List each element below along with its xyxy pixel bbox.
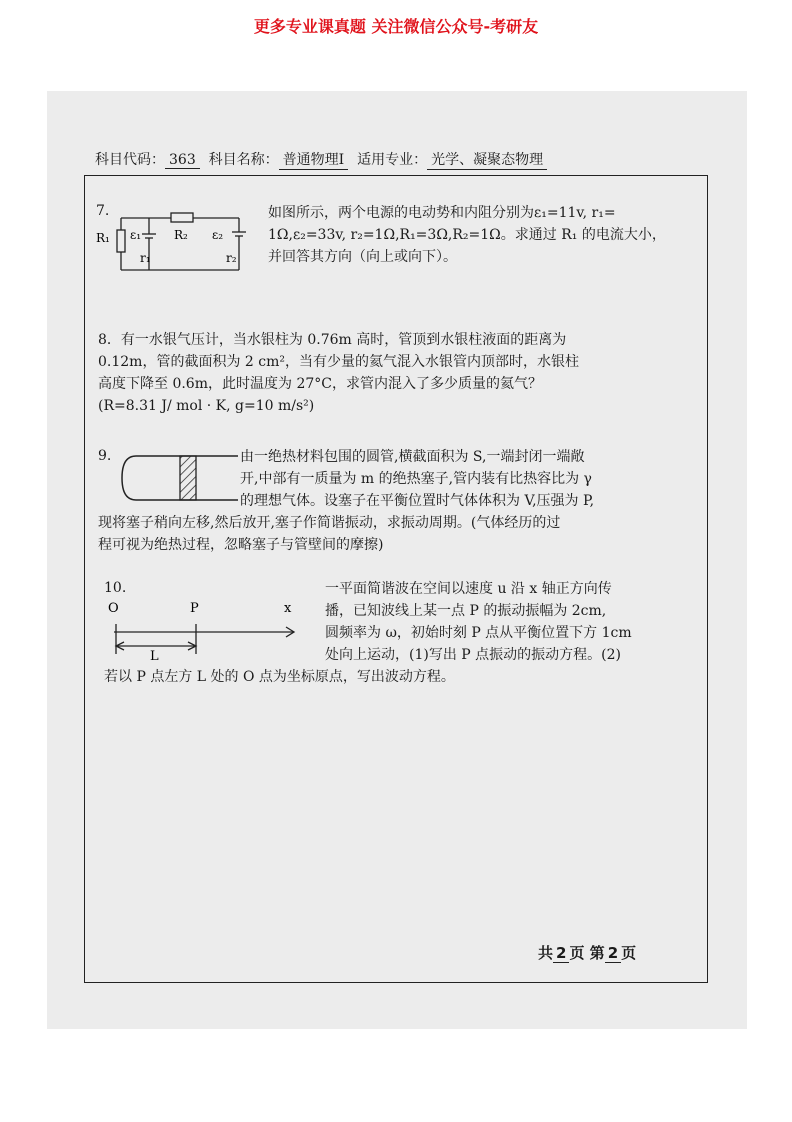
q7-text [268,202,666,268]
label-e1: ε₁ [130,228,142,242]
q9-line: 程可视为绝热过程，忽略塞子与管壁间的摩擦) [98,537,384,553]
label-R1: R₁ [96,231,110,245]
footer-mid: 页 第 [569,944,605,962]
major-label: 适用专业： [357,152,428,168]
label-e2: ε₂ [212,228,224,242]
q8-text [98,329,579,417]
q9-line: 由一绝热材料包围的圆管,横截面积为 S,一端封闭一端敞 [240,449,585,465]
footer-suffix: 页 [621,944,637,962]
q8-line: 高度下降至 0.6m，此时温度为 27°C，求管内混入了多少质量的氦气？ [98,376,542,392]
q10-line: 一平面简谐波在空间以速度 u 沿 x 轴正方向传 [325,581,612,597]
footer-page: 2 [605,944,621,963]
label-r2: r₂ [226,251,237,265]
exam-header [95,149,547,170]
label-O: O [108,601,119,616]
q9-number: 9. [98,448,112,464]
label-L: L [150,649,159,662]
q8-line: (R=8.31 J/ mol · K, g=10 m/s²) [98,398,315,414]
label-P: P [190,601,199,616]
plug [180,456,196,500]
page-footer [538,942,636,963]
q7-line: 如图所示，两个电源的电动势和内阻分别为ε₁=11v, r₁= [268,205,616,221]
q7-line: 1Ω,ε₂=33v, r₂=1Ω,R₁=3Ω,R₂=1Ω。求通过 R₁ 的电流大小， [268,227,666,243]
q8-line: 0.12m，管的截面积为 2 cm²，当有少量的氦气混入水银管内顶部时，水银柱 [98,354,579,370]
banner-text: 更多专业课真题 关注微信公众号-考研友 [253,17,539,36]
major-value: 光学、凝聚态物理 [427,149,547,170]
q10-line: 处向上运动，(1)写出 P 点振动的振动方程。(2) [325,647,621,663]
q9-text-bottom [98,512,560,556]
footer-total: 2 [553,944,569,963]
q10-number: 10. [104,580,127,596]
q9-tube-diagram [118,452,240,504]
name-value: 普通物理Ⅰ [279,149,349,170]
label-r1: r₁ [140,251,151,265]
q7-line: 并回答其方向（向上或向下）。 [268,249,457,265]
q10-text-right [325,578,632,666]
label-x: x [284,601,292,616]
q10-text-bottom [104,666,455,688]
q9-line: 开,中部有一质量为 m 的绝热塞子,管内装有比热容比为 γ [240,471,592,487]
q7-circuit-diagram [96,212,246,274]
q10-wave-diagram [104,596,304,662]
code-value: 363 [165,152,200,169]
q8-line: 8．有一水银气压计，当水银柱为 0.76m 高时，管顶到水银柱液面的距离为 [98,332,567,348]
q10-line: 若以 P 点左方 L 处的 O 点为坐标原点，写出波动方程。 [104,669,455,685]
q10-line: 圆频率为 ω，初始时刻 P 点从平衡位置下方 1cm [325,625,632,641]
q10-line: 播，已知波线上某一点 P 的振动振幅为 2cm, [325,603,607,619]
q9-line: 的理想气体。设塞子在平衡位置时气体体积为 V,压强为 P, [240,493,595,509]
footer-prefix: 共 [538,944,554,962]
code-label: 科目代码： [95,152,165,168]
q9-line: 现将塞子稍向左移,然后放开,塞子作简谐振动，求振动周期。(气体经历的过 [98,515,561,531]
q7-number: 7. [96,203,110,219]
label-R2: R₂ [174,228,188,242]
q9-text-top [240,446,680,512]
name-label: 科目名称： [208,152,279,168]
